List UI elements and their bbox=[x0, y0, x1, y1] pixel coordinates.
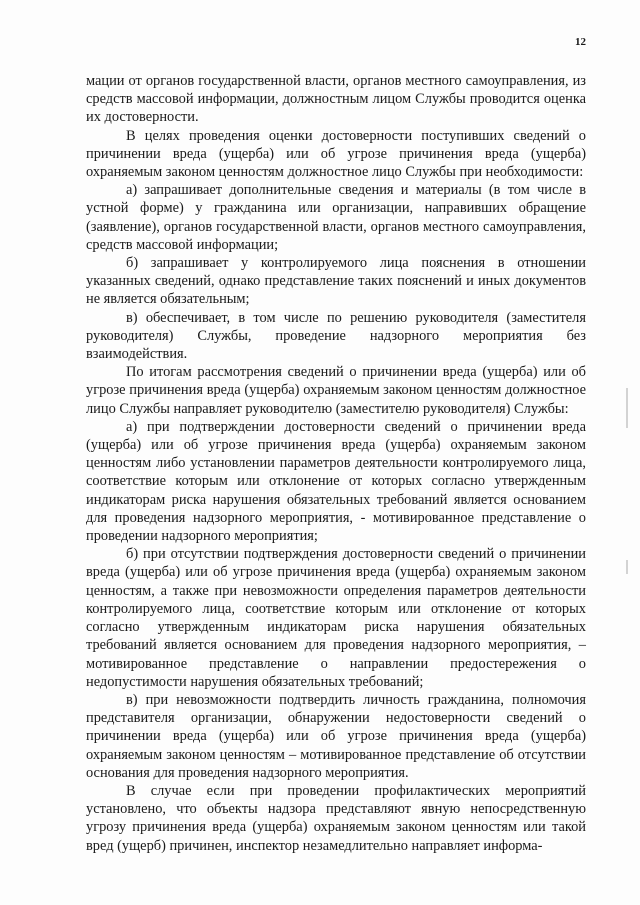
paragraph-result-b-no-confirmation: б) при отсутствии подтверждения достоверности сведений о причинении вреда (ущерба) или об угрозе причинения вреда (ущерба) охраняемым законом ценностям, а также при невозможности определения параметров деятельности контролируемого лица, соответствие которым или отклонение от которых согласно утвержденным индикаторам риска нарушения обязательных требований является основанием для проведения надзорного мероприятия, – мотивированное представление о направлении предостережения о недопустимости нарушения обязательных требований; bbox=[86, 546, 586, 690]
document-body bbox=[86, 72, 586, 855]
page-number: 12 bbox=[575, 36, 586, 48]
paragraph-continuation: мации от органов государственной власти, органов местного самоуправления, из средств массовой информации, должностным лицом Службы проводится оценка их достоверности. bbox=[86, 73, 586, 126]
paragraph-item-c-ensure-event: в) обеспечивает, в том числе по решению руководителя (заместителя руководителя) Службы, проведение надзорного мероприятия без взаимодействия. bbox=[86, 309, 586, 363]
paragraph-preventive-measures: В случае если при проведении профилактических мероприятий установлено, что объекты надзора представляют явную непосредственную угрозу причинения вреда (ущерба) охраняемым законом ценностям или такой вред (ущерб) причинен, инспектор незамедлительно направляет информа- bbox=[86, 782, 586, 854]
paragraph-result-c-impossibility: в) при невозможности подтвердить личность гражданина, полномочия представителя организации, обнаружении недостоверности сведений о причинении вреда (ущерба) или об угрозе причинения вреда (ущерба) охраняемым законом ценностям – мотивированное представление об отсутствии основания для проведения надзорного мероприятия. bbox=[86, 691, 586, 781]
paragraph-assessment-intro: В целях проведения оценки достоверности поступивших сведений о причинении вреда (ущерба) или об угрозе причинения вреда (ущерба) охраняемым законом ценностям должностное лицо Службы при необходимости: bbox=[86, 127, 586, 181]
scan-artifact bbox=[626, 388, 628, 428]
paragraph-item-a-request-materials: а) запрашивает дополнительные сведения и материалы (в том числе в устной форме) у гражданина или организации, направивших обращение (заявление), органов государственной власти, органов местного самоуправления, средств массовой информации; bbox=[86, 182, 586, 253]
paragraph-result-a-confirmation: а) при подтверждении достоверности сведений о причинении вреда (ущерба) или об угрозе причинения вреда (ущерба) охраняемым законом ценностям либо установлении параметров деятельности контролируемого лица, соответствие которым или отклонение от которых согласно утвержденным индикаторам риска нарушения обязательных требований является основанием для проведения надзорного мероприятия, - мотивированное представление о проведении надзорного мероприятия; bbox=[86, 418, 586, 545]
scan-artifact bbox=[626, 560, 628, 574]
paragraph-results-intro: По итогам рассмотрения сведений о причинении вреда (ущерба) или об угрозе причинения вреда (ущерба) охраняемым законом ценностям должностное лицо Службы направляет руководителю (заместителю руководителя) Службы: bbox=[86, 364, 586, 417]
paragraph-item-b-request-explanations: б) запрашивает у контролируемого лица пояснения в отношении указанных сведений, однако представление таких пояснений и иных документов не является обязательным; bbox=[86, 255, 586, 308]
